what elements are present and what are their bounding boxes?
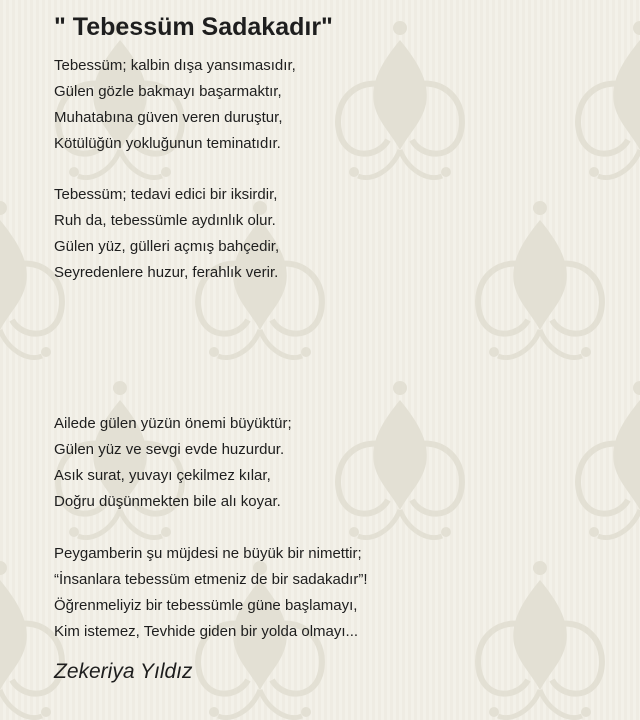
poem-line: Öğrenmeliyiz bir tebessümle güne başlamayı, [54,597,358,614]
poem-line: Tebessüm; tedavi edici bir iksirdir, [54,186,278,203]
stanza-2 [54,182,279,286]
poem-line: Ailede gülen yüzün önemi büyüktür; [54,415,292,432]
poem-line: Ruh da, tebessümle aydınlık olur. [54,212,276,229]
poem-line: Doğru düşünmekten bile alı koyar. [54,493,281,510]
poem-line: “İnsanlara tebessüm etmeniz de bir sadakadır”! [54,571,368,588]
poem-line: Gülen gözle bakmayı başarmaktır, [54,83,282,100]
stanza-1 [54,53,296,157]
poem-author: Zekeriya Yıldız [54,660,193,683]
poem-line: Tebessüm; kalbin dışa yansımasıdır, [54,57,296,74]
stanza-3 [54,411,292,515]
stanza-4 [54,541,367,645]
poem-line: Asık surat, yuvayı çekilmez kılar, [54,467,271,484]
poem-line: Gülen yüz ve sevgi evde huzurdur. [54,441,285,458]
poem-line: Kim istemez, Tevhide giden bir yolda olmayı... [54,623,359,640]
poem-line: Muhatabına güven veren duruştur, [54,109,283,126]
poem-title: " Tebessüm Sadakadır" [54,13,333,41]
poem-line: Seyredenlere huzur, ferahlık verir. [54,264,279,281]
poem-line: Peygamberin şu müjdesi ne büyük bir nimettir; [54,545,362,562]
poem-line: Gülen yüz, gülleri açmış bahçedir, [54,238,280,255]
poem-line: Kötülüğün yokluğunun teminatıdır. [54,135,281,152]
